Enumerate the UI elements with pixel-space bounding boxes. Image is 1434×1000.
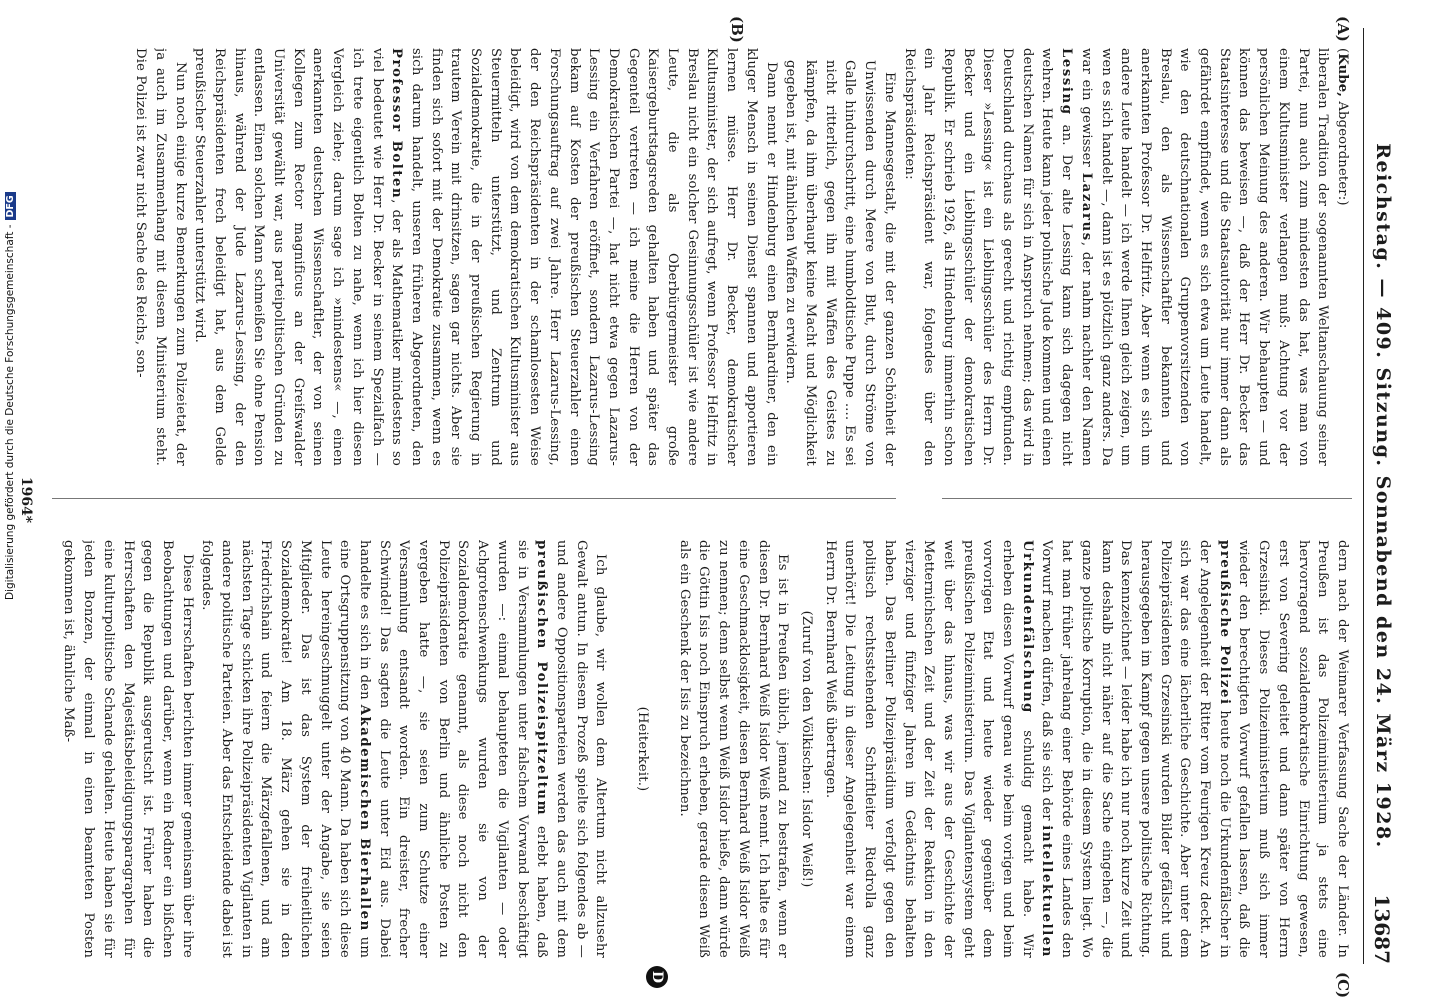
interjection: (Heiterkeit.) <box>635 706 651 792</box>
left-column <box>52 48 1352 466</box>
paragraph-text: Dann nennt er Hindenburg einen Bernhardiner, den ein kluger Mensch in seinen Dienst spannen und apportieren lernen müsse. Herr Dr. Becker, demokratischer Kultusminister, der sich aufregt, wenn Professor Helfritz in Breslau nicht ein solcher Gesinnungsschüler ist wie andere Leute, die als Oberbürgermeister große Kaisergeburtstagsreden gehalten haben und später das Gegenteil vertreten — ich meine die Herren von der Demokratischen Partei —, hat nicht etwa gegen Lazarus-Lessing ein Verfahren eröffnet, sondern Lazarus-Lessing bekam auf Kosten der preußischen Steuerzahler einen Forschungsauftrag auf zwei Jahre. Herr Lazarus-Lessing, der den Reichspräsidenten in der schamlosesten Weise beleidigt, wird von dem demokratischen Kultusminister aus Steuermitteln unterstützt, und Zentrum und Sozialdemokratie, die in der preußischen Regierung in trautem Verein mit drinsitzen, sagen gar nichts. Aber sie finden sich sofort mit der Demokratie zusammen, wenn es sich darum handelt, unseren früheren Abgeordneten, den <box>408 48 779 466</box>
emphasis-preussische-polizei: preußische Polizei <box>1216 540 1232 706</box>
paragraph-text: , der als Mathematiker mindestens so viel bedeutet wie Herr Dr. Becker in seinem Spezialfach — ich trete eigentlich Bolten zu nahe, wenn ich hier diesen Vergleich ziehe; darum sage ich »mindestens« —, einen anerkannten deutschen Wissenschaftler, der von seinen Kollegen zum Rector magnificus an der Greifswalder Universität gewählt war, aus parteipolitischen Gründen zu entlassen. Einen solchen Mann schmeißen Sie ohne Pension hinaus, während der Jude Lazarus-Lessing, der den Reichspräsidenten frech beleidigt hat, aus dem Gelde preußischer Steuerzahler unterstützt wird. <box>192 48 405 466</box>
running-head <box>1363 28 1394 964</box>
paragraph <box>899 48 1332 466</box>
margin-marker-c: (C) <box>1334 972 1352 999</box>
speaker-role: Abgeordneter:) <box>1335 97 1350 206</box>
running-head-title: Reichstag. — 409. Sitzung. Sonnabend den 24. März 1928. <box>1372 143 1394 849</box>
spacer <box>656 540 674 958</box>
paragraph <box>197 540 611 958</box>
paragraph-text: schuldig gemacht habe. Wir erheben diesen Vorwurf genau wie beim vorigen und beim vorvorigen Etat und heute wieder gegenüber dem preußischen Polizeiministerium. Das Vigilantensystem geht weit über das hinaus, was wir aus der Geschichte der Metternichschen Zeit und der Zeit der Reaktion in den vierziger und fünfziger Jahren im Gedächtnis behalten haben. Das Berliner Polizeipräsidium verfolgt gegen den politisch rechtsstehenden Schriftleiter Riedrolla ganz unerhört! Die Leitung in dieser Angelegenheit war einem Herrn Dr. Bernhard Weiß übertragen. <box>822 540 1035 958</box>
digitization-credit-text: Digitalisierung gefördert durch die Deutsche Forschungsgemeinschaft - <box>4 224 16 600</box>
page-number: 13687 <box>1370 894 1394 964</box>
paragraph <box>190 48 781 466</box>
block-quote: Eine Mannesgestalt, die mit der ganzen Schönheit der Unwissenden durch Meere von Blut, durch Ströme von Galle hindurchschritt, eine humboldtische Puppe .... Es sei nicht ritterlich, gegen ihn mit Waffen des Geistes zu kämpfen, da ihm überhaupt keine Macht und Möglichkeit gegeben ist, mit ähnlichen Waffen zu erwidern. <box>783 60 897 466</box>
emphasis-professor-bolten: Professor Bolten <box>389 48 405 200</box>
right-column <box>52 540 1352 958</box>
margin-marker-a: (A) <box>1334 16 1352 42</box>
digitization-credit <box>4 195 18 600</box>
paragraph: Nun noch einige kurze Bemerkungen zum Polizeietat, der ja auch im Zusammenhang mit diesem Ministerium steht. Die Polizei ist zwar nicht Sache des Reichs, son- <box>133 48 188 466</box>
column-divider-gap <box>896 498 942 499</box>
paragraph <box>820 540 1352 958</box>
paragraph-text: heute noch die Urkundenfälscher in der Angelegenheit der Ritter vom Feurigen Kreuz deckt. An sich war das eine lächerliche Geschichte. Aber unter dem Polizeipräsidenten Grzesinski wurden Bilder gefälscht und herausgegeben im Kampf gegen unsere politische Richtung. Das kennzeichnet — leider habe ich nur noch kurze Zeit und kann deshalb nicht näher auf die Sache eingehen —, die ganze politische Korruption, die in diesem System liegt. Wo hat man früher jahrelang einer Behörde eines Landes den Vorwurf machen dürfen, daß sie sich der <box>1039 540 1232 958</box>
paragraph-text: erlebt haben, daß sie in Versammlungen unter falschem Vorwand beschäftigt wurden —: einmal behaupteten die Vigilanten — oder Achgrotenschwenkungs wurden sie von der Sozialdemokratie genannt, als diese noch nicht den Polizeipräsidenten von Berlin und ähnliche Posten zu vergeben hatte —, sie seien zum Schutze einer Versammlung entsandt worden. Ein dreister, frecher Schwindel! Das sagten die Leute unter Eid aus. Dabei handelte es sich in den <box>356 540 550 958</box>
dfg-logo: DFG <box>5 192 16 220</box>
paragraph: Es ist in Preußen üblich, jemand zu bestrafen, wenn er diesen Dr. Bernhard Weiß Isidor Weiß nennt. Ich halte es für eine Geschmacklosigkeit, diesen Bernhard Weiß Isidor Weiß zu nennen; denn selbst wenn Weiß Isidor hieße, dann würde die Göttin Isis noch Einspruch erheben, gerade diesen Weiß als ein Geschenk der Isis zu bezeichnen. <box>676 540 791 958</box>
emphasis-urkundenfaelschung: intellektuellen Urkundenfälschung <box>1019 540 1055 958</box>
emphasis-lazarus: Lazarus <box>1078 172 1094 242</box>
paragraph-text: liberalen Tradition der sogenannten Weltanschauung seiner Partei, nun auch zum mindesten das hat, was man von einem Kultusminister verlangen muß: Achtung vor der persönlichen Meinung des anderen. Wir behaupten — und können das beweisen —, daß der Herr Dr. Becker das Staatsinteresse und die Staatsautorität nur immer dann als gefährdet empfindet, wenn es sich etwa um Leute handelt, wie den deutschnationalen Gruppenvorsitzenden von Breslau, den als Wissenschaftler bekannten und anerkannten Professor Dr. Helfritz. Aber wenn es sich um andere Leute handelt — ich werde Ihnen gleich zeigen, um wen es sich handelt —, dann ist es plötzlich ganz anders. Da war ein gewisser <box>1078 48 1331 466</box>
paragraph-text: um eine Ortsgruppensitzung von 40 Mann. Da haben sich diese Leute hereingeschmuggelt unter der Angabe, sie seien Mitglieder. Das ist das System der freiheitlichen Sozialdemokratie! Am 18. März gehen sie in den Friedrichshain und feiern die Märzgefallenen, und am nächsten Tage schicken ihre Polizeipräsidenten Vigilanten in andere politische Parteien. Aber das Entscheidende dabei ist folgendes. <box>199 540 372 958</box>
interjection: (Zuruf von den Völkischen: Isidor Weiß!) <box>799 610 815 888</box>
margin-marker-b: (B) <box>728 16 746 43</box>
paragraph-text: Ich glaube, wir wollen dem Altertum nicht allzusehr Gewalt antun. In diesem Prozeß spielte sich folgendes ab — und andere Oppositionsparteien werden das auch mit dem <box>553 540 609 958</box>
emphasis-polizeispitzeltum: preußischen Polizeispitzeltum <box>534 540 550 817</box>
sheet-signature: 1964* <box>18 476 34 524</box>
speaker-line: (Kube, Abgeordneter:) <box>1335 48 1350 206</box>
paragraph-text: an. Der alte Lessing kann sich dagegen nicht wehren. Heute kann jeder polnische Jude kommen und einen deutschen Namen für sich in Anspruch nehmen; das wird in Deutschland durchaus als gerecht und richtig empfunden. Dieser »Lessing« ist ein Lieblingsschüler des Herrn Dr. Becker und ein Lieblingsschüler der demokratischen Republik. Er schrieb 1926, als Hindenburg immerhin schon ein Jahr Reichspräsident war, folgendes über den Reichspräsidenten: <box>901 48 1075 466</box>
spacer <box>610 540 628 958</box>
emphasis-akademische-bierhallen: Akademischen Bierhallen <box>356 704 372 932</box>
paragraph-text: , der nahm nachher den Namen <box>1078 241 1094 466</box>
margin-marker-d: D <box>646 966 668 988</box>
paragraph: Diese Herrschaften berichten immer gemeinsam über ihre Beobachtungen und darüber, wenn ein Redner ein bißchen gegen die Republik ausgerutscht ist. Früher haben die Herrschaften den Majestätsbeleidigungsparagraphen für eine kulturpolitische Schande gehalten. Heute haben sie für jeden Bonzen, der einmal in einen beamteten Posten gekommen ist, ähnliche Maß- <box>61 540 195 958</box>
speaker-name: Kube, <box>1335 53 1350 98</box>
column-divider <box>52 498 1352 499</box>
paragraph-text: dern nach der Weimarer Verfassung Sache der Länder. In Preußen ist das Polizeiministerium ja stets eine hervorragend sozialdemokratische Einrichtung gewesen, erst von Severing geleitet und dann später von Herrn Grzesinski. Dieses Polizeiministerium muß sich immer wieder den berechtigten Vorwurf gefallen lassen, daß die <box>1236 540 1350 958</box>
emphasis-lessing: Lessing <box>1059 48 1075 116</box>
